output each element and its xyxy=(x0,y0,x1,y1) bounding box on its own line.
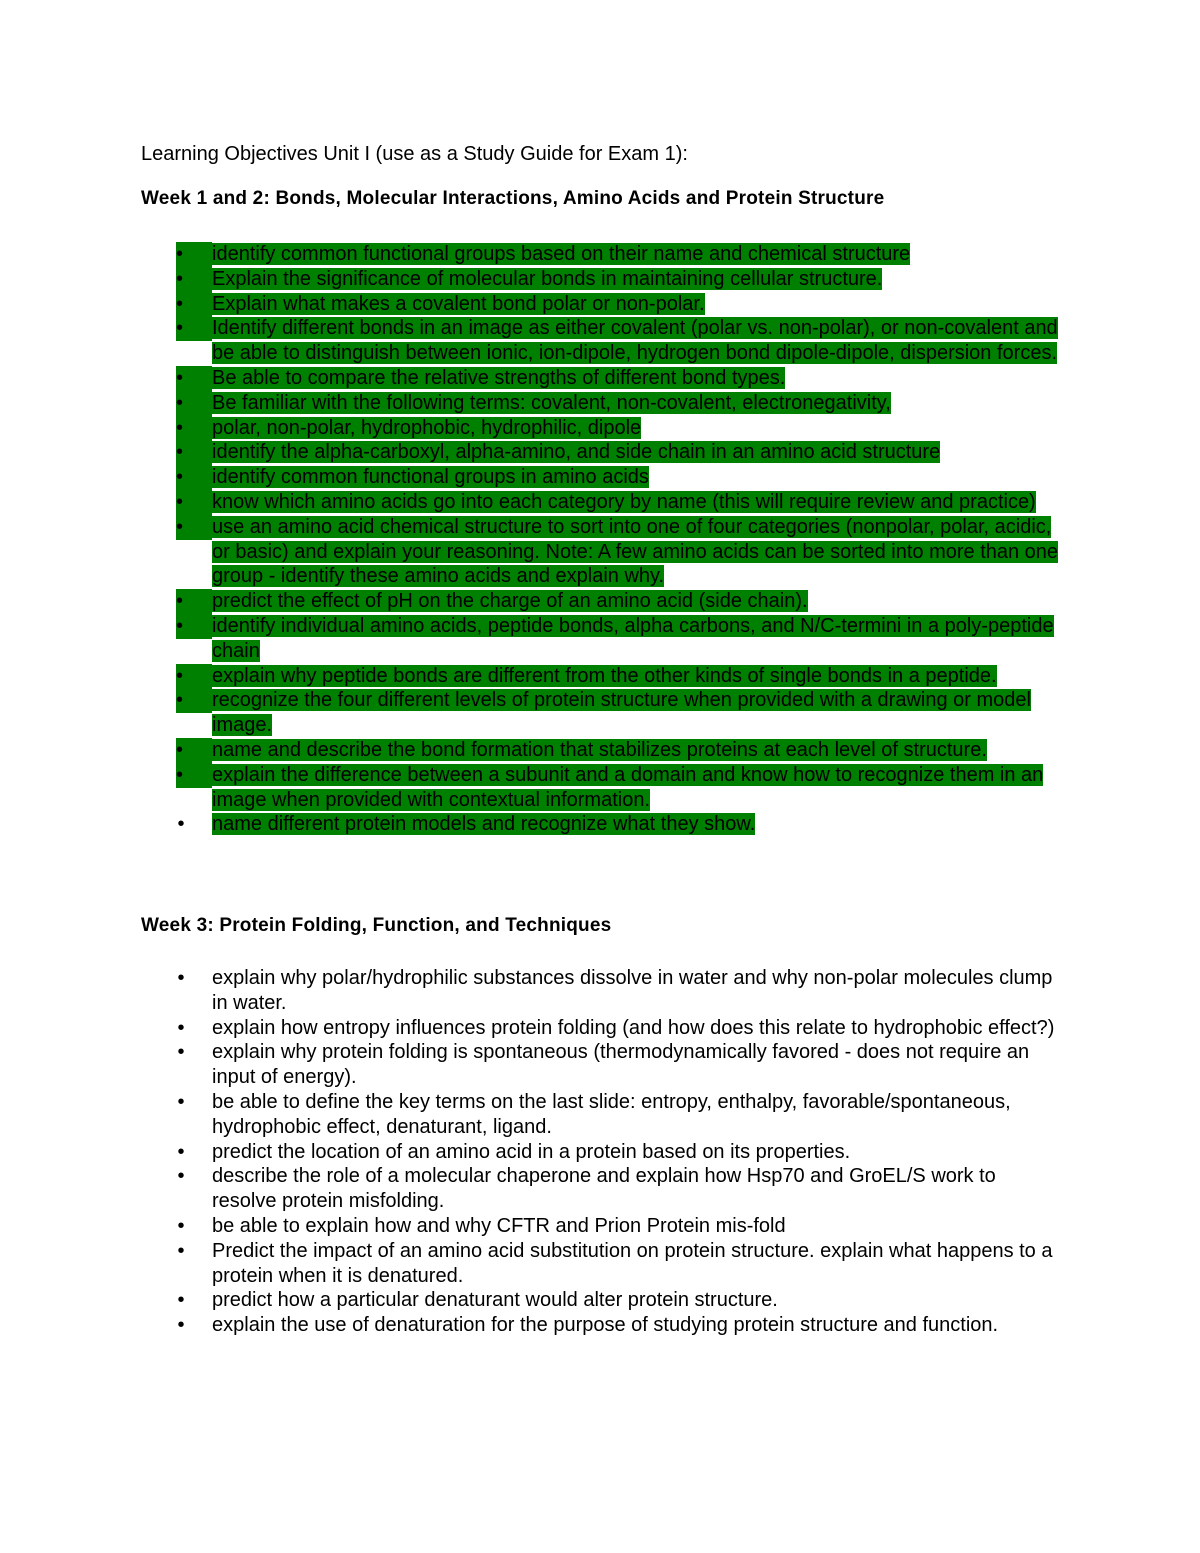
objective-text: use an amino acid chemical structure to sort into one of four categories (nonpolar, polar, acidic, or basic) and explain your reasoning. Note: A few amino acids can be sorted into more than one group - identify these amino acids and explain why. xyxy=(212,515,1059,588)
objective-text: identify the alpha-carboxyl, alpha-amino, and side chain in an amino acid structure xyxy=(212,441,941,464)
objective-item xyxy=(0,738,1062,763)
objective-item xyxy=(0,688,1062,738)
bullet-icon: • xyxy=(177,1165,185,1188)
objective-item xyxy=(0,391,1062,416)
bullet-icon: • xyxy=(176,267,212,292)
objective-text: identify individual amino acids, peptide bonds, alpha carbons, and N/C-termini in a poly-peptide chain xyxy=(212,614,1054,662)
objectives-list-week-1-2 xyxy=(0,242,1062,837)
section-heading-week-3: Week 3: Protein Folding, Function, and Techniques xyxy=(141,915,612,936)
bullet-icon: • xyxy=(176,416,212,441)
objective-item xyxy=(0,1090,1062,1140)
page-intro: Learning Objectives Unit I (use as a Study Guide for Exam 1): xyxy=(141,143,688,165)
objective-item xyxy=(0,366,1062,391)
bullet-icon: • xyxy=(177,1239,185,1262)
objective-text: be able to explain how and why CFTR and Prion Protein mis-fold xyxy=(212,1214,786,1237)
objective-text: explain why peptide bonds are different from the other kinds of single bonds in a peptide. xyxy=(212,664,997,687)
objective-text: name different protein models and recognize what they show. xyxy=(212,813,756,836)
objective-text: describe the role of a molecular chaperone and explain how Hsp70 and GroEL/S work to resolve protein misfolding. xyxy=(212,1165,996,1213)
objective-item xyxy=(0,763,1062,813)
objective-text: Explain what makes a covalent bond polar or non-polar. xyxy=(212,292,705,315)
bullet-icon: • xyxy=(177,1289,185,1312)
objective-text: know which amino acids go into each category by name (this will require review and practice) xyxy=(212,490,1036,513)
bullet-icon: • xyxy=(176,688,212,713)
objective-item xyxy=(0,1313,1062,1338)
objective-item xyxy=(0,440,1062,465)
bullet-icon: • xyxy=(176,465,212,490)
objective-text: Explain the significance of molecular bonds in maintaining cellular structure. xyxy=(212,267,883,290)
objective-item xyxy=(0,316,1062,366)
bullet-icon: • xyxy=(177,1314,185,1337)
objective-text: recognize the four different levels of protein structure when provided with a drawing or model image. xyxy=(212,689,1031,737)
objective-item xyxy=(0,465,1062,490)
objective-text: Identify different bonds in an image as either covalent (polar vs. non-polar), or non-covalent and be able to distinguish between ionic, ion-dipole, hydrogen bond dipole-dipole, dispersion forces. xyxy=(212,317,1058,365)
objective-item xyxy=(0,267,1062,292)
objective-item xyxy=(0,490,1062,515)
bullet-icon: • xyxy=(176,589,212,614)
objective-item xyxy=(0,966,1062,1016)
bullet-icon: • xyxy=(177,1041,185,1064)
bullet-icon: • xyxy=(176,440,212,465)
bullet-icon: • xyxy=(176,366,212,391)
objectives-list-week-3 xyxy=(0,966,1062,1338)
objective-text: predict the location of an amino acid in a protein based on its properties. xyxy=(212,1140,851,1163)
objective-item xyxy=(0,589,1062,614)
objective-text: predict the effect of pH on the charge of an amino acid (side chain). xyxy=(212,590,808,613)
objective-item xyxy=(0,664,1062,689)
objective-item xyxy=(0,1016,1062,1041)
bullet-icon: • xyxy=(176,316,212,341)
objective-text: Be able to compare the relative strengths of different bond types. xyxy=(212,366,786,389)
objective-text: polar, non-polar, hydrophobic, hydrophilic, dipole xyxy=(212,416,642,439)
objective-text: identify common functional groups based on their name and chemical structure xyxy=(212,243,911,265)
bullet-icon: • xyxy=(176,738,212,763)
objective-item xyxy=(0,1288,1062,1313)
bullet-icon: • xyxy=(177,1140,185,1163)
objective-item xyxy=(0,1040,1062,1090)
objective-item xyxy=(0,242,1062,267)
section-heading-week-1-2: Week 1 and 2: Bonds, Molecular Interactions, Amino Acids and Protein Structure xyxy=(141,188,885,209)
bullet-icon: • xyxy=(176,292,212,317)
bullet-icon: • xyxy=(177,967,185,989)
objective-text: predict how a particular denaturant would alter protein structure. xyxy=(212,1289,778,1312)
objective-text: Predict the impact of an amino acid substitution on protein structure. explain what happens to a protein when it is denatured. xyxy=(212,1239,1053,1287)
bullet-icon: • xyxy=(176,515,212,540)
objective-item xyxy=(0,1140,1062,1165)
objective-item xyxy=(0,416,1062,441)
objective-item xyxy=(0,1164,1062,1214)
bullet-icon: • xyxy=(176,242,212,267)
bullet-icon: • xyxy=(176,391,212,416)
objective-text: explain the use of denaturation for the purpose of studying protein structure and function. xyxy=(212,1314,999,1337)
bullet-icon: • xyxy=(177,1090,185,1113)
objective-item xyxy=(0,1239,1062,1289)
objective-item xyxy=(0,614,1062,664)
objective-text: explain how entropy influences protein folding (and how does this relate to hydrophobic effect?) xyxy=(212,1016,1055,1039)
bullet-icon: • xyxy=(177,813,185,836)
objective-text: Be familiar with the following terms: covalent, non-covalent, electronegativity, xyxy=(212,391,891,414)
bullet-icon: • xyxy=(176,664,212,689)
bullet-icon: • xyxy=(176,490,212,515)
objective-text: identify common functional groups in amino acids xyxy=(212,466,649,489)
objective-text: be able to define the key terms on the last slide: entropy, enthalpy, favorable/spontaneous, hydrophobic effect, denaturant, ligand. xyxy=(212,1090,1011,1138)
bullet-icon: • xyxy=(177,1214,185,1237)
objective-item xyxy=(0,1214,1062,1239)
bullet-icon: • xyxy=(176,763,212,788)
bullet-icon: • xyxy=(176,614,212,639)
objective-text: name and describe the bond formation that stabilizes proteins at each level of structure. xyxy=(212,738,987,761)
objective-item xyxy=(0,812,1062,837)
objective-item xyxy=(0,515,1062,589)
bullet-icon: • xyxy=(177,1016,185,1039)
objective-text: explain why polar/hydrophilic substances dissolve in water and why non-polar molecules clump in water. xyxy=(212,967,1053,1014)
objective-text: explain the difference between a subunit and a domain and know how to recognize them in an image when provided with contextual information. xyxy=(212,763,1044,811)
objective-text: explain why protein folding is spontaneous (thermodynamically favored - does not require an input of energy). xyxy=(212,1041,1030,1089)
objective-item xyxy=(0,292,1062,317)
